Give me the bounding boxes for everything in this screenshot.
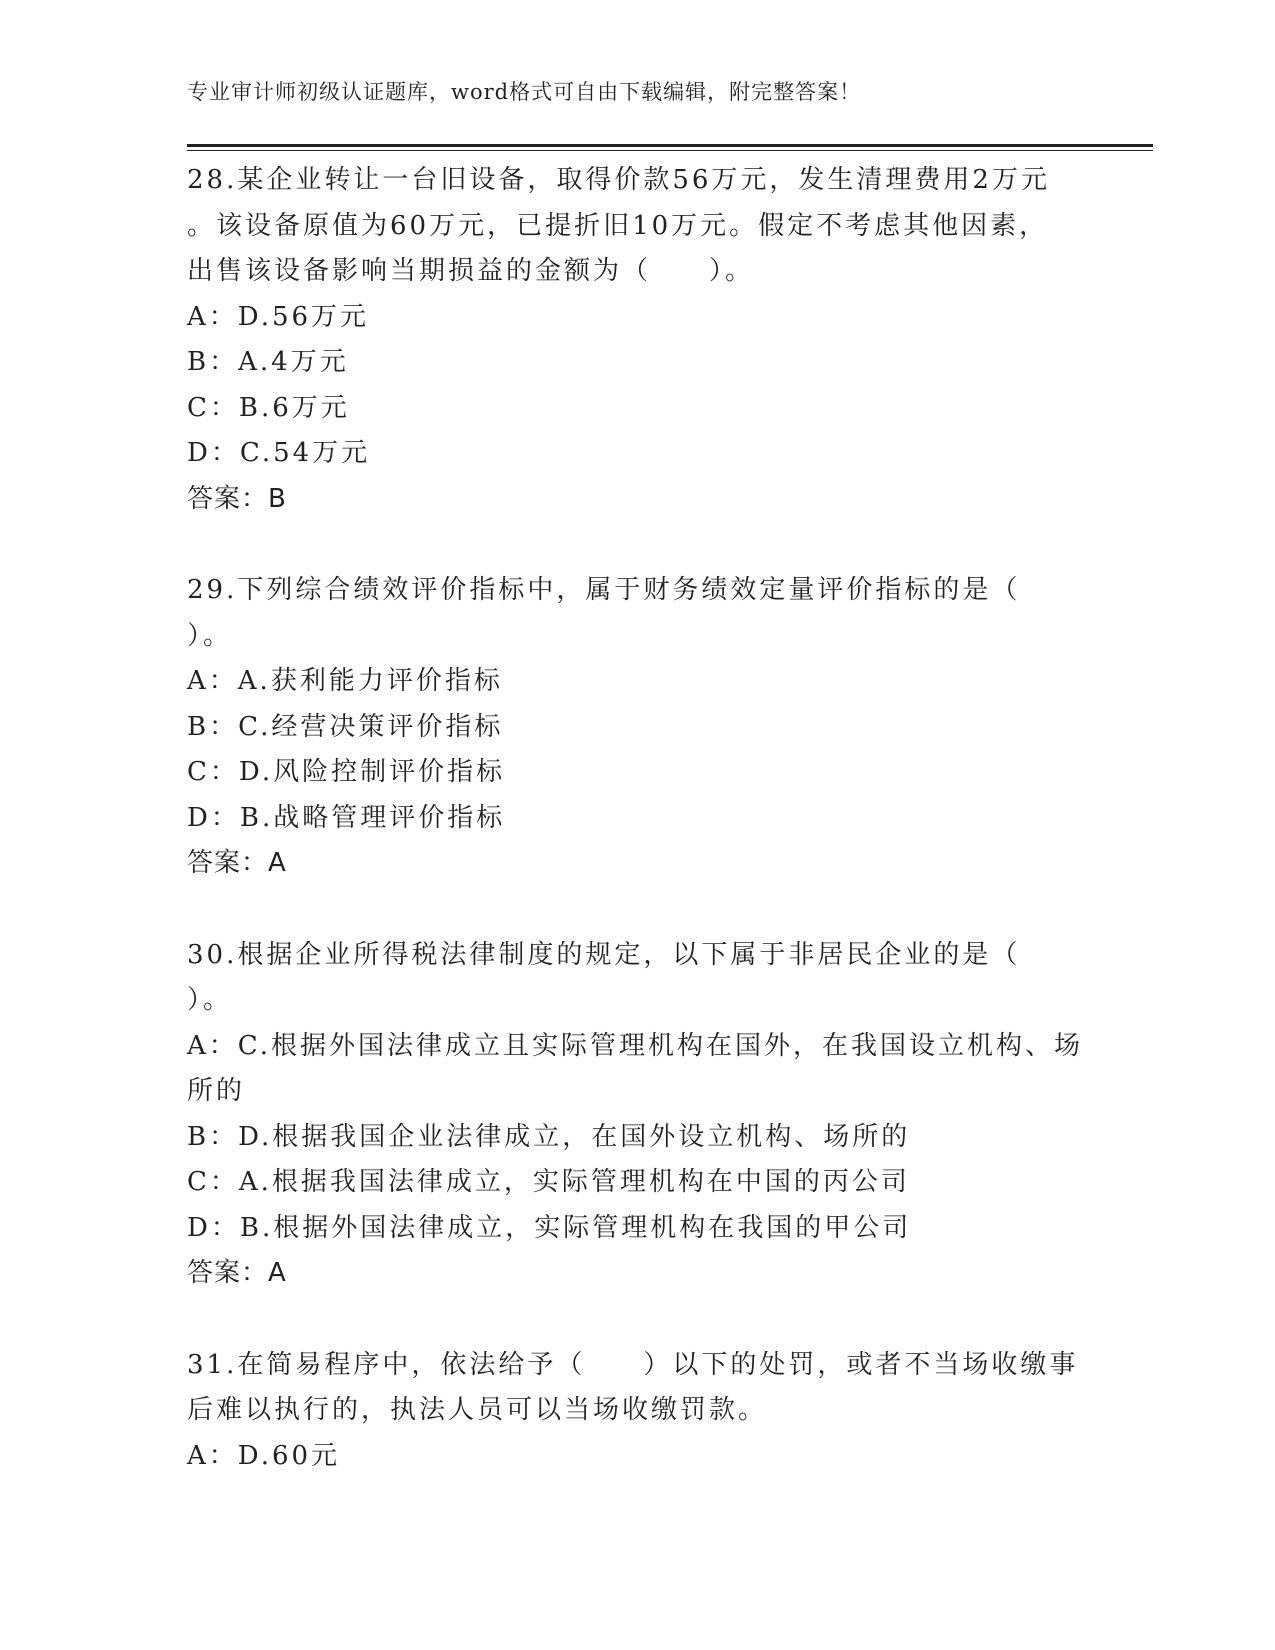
question-28 [187,158,1087,522]
question-stem-line: 。该设备原值为60万元，已提折旧10万元。假定不考虑其他因素， [187,210,1049,241]
question-list [187,158,1087,1525]
question-stem-line: 出售该设备影响当期损益的金额为（ ）。 [187,256,755,286]
question-stem-line: 31.在简易程序中，依法给予（ ）以下的处罚，或者不当场收缴事 [187,1349,1079,1380]
option-d: D：C.54万元 [187,438,371,468]
option-c: C：A.根据我国法律成立，实际管理机构在中国的丙公司 [187,1167,910,1197]
question-stem-line: 后难以执行的，执法人员可以当场收缴罚款。 [187,1395,768,1425]
question-29 [187,568,1087,887]
page-header: 专业审计师初级认证题库，word格式可自由下载编辑，附完整答案！ [187,80,862,104]
option-a-continued: 所的 [187,1076,246,1106]
option-b: B：D.根据我国企业法律成立，在国外设立机构、场所的 [187,1121,911,1152]
question-stem-line: 29.下列综合绩效评价指标中，属于财务绩效定量评价指标的是（ [187,575,1021,605]
header-divider-thick [187,144,1153,147]
answer-label: 答案：B [187,483,287,514]
header-divider-thin [187,150,1153,151]
option-d: D：B.根据外国法律成立，实际管理机构在我国的甲公司 [187,1212,912,1243]
question-stem-line: ）。 [187,985,233,1015]
option-a: A：D.56万元 [187,301,370,332]
option-c: C：D.风险控制评价指标 [187,757,506,787]
question-30 [187,933,1087,1297]
question-31 [187,1343,1087,1480]
option-c: C：B.6万元 [187,392,350,423]
question-stem-line: 28.某企业转让一台旧设备，取得价款56万元，发生清理费用2万元 [187,165,1050,195]
option-d: D：B.战略管理评价指标 [187,802,506,833]
option-a: A：D.60元 [187,1440,341,1471]
question-stem-line: 30.根据企业所得税法律制度的规定，以下属于非居民企业的是（ [187,939,1021,970]
option-a: A：A.获利能力评价指标 [187,666,503,696]
question-stem-line: ）。 [187,620,233,651]
option-b: B：C.经营决策评价指标 [187,711,504,742]
option-b: B：A.4万元 [187,347,349,377]
answer-label: 答案：A [187,848,287,878]
answer-label: 答案：A [187,1258,287,1288]
option-a: A：C.根据外国法律成立且实际管理机构在国外，在我国设立机构、场 [187,1030,1084,1061]
